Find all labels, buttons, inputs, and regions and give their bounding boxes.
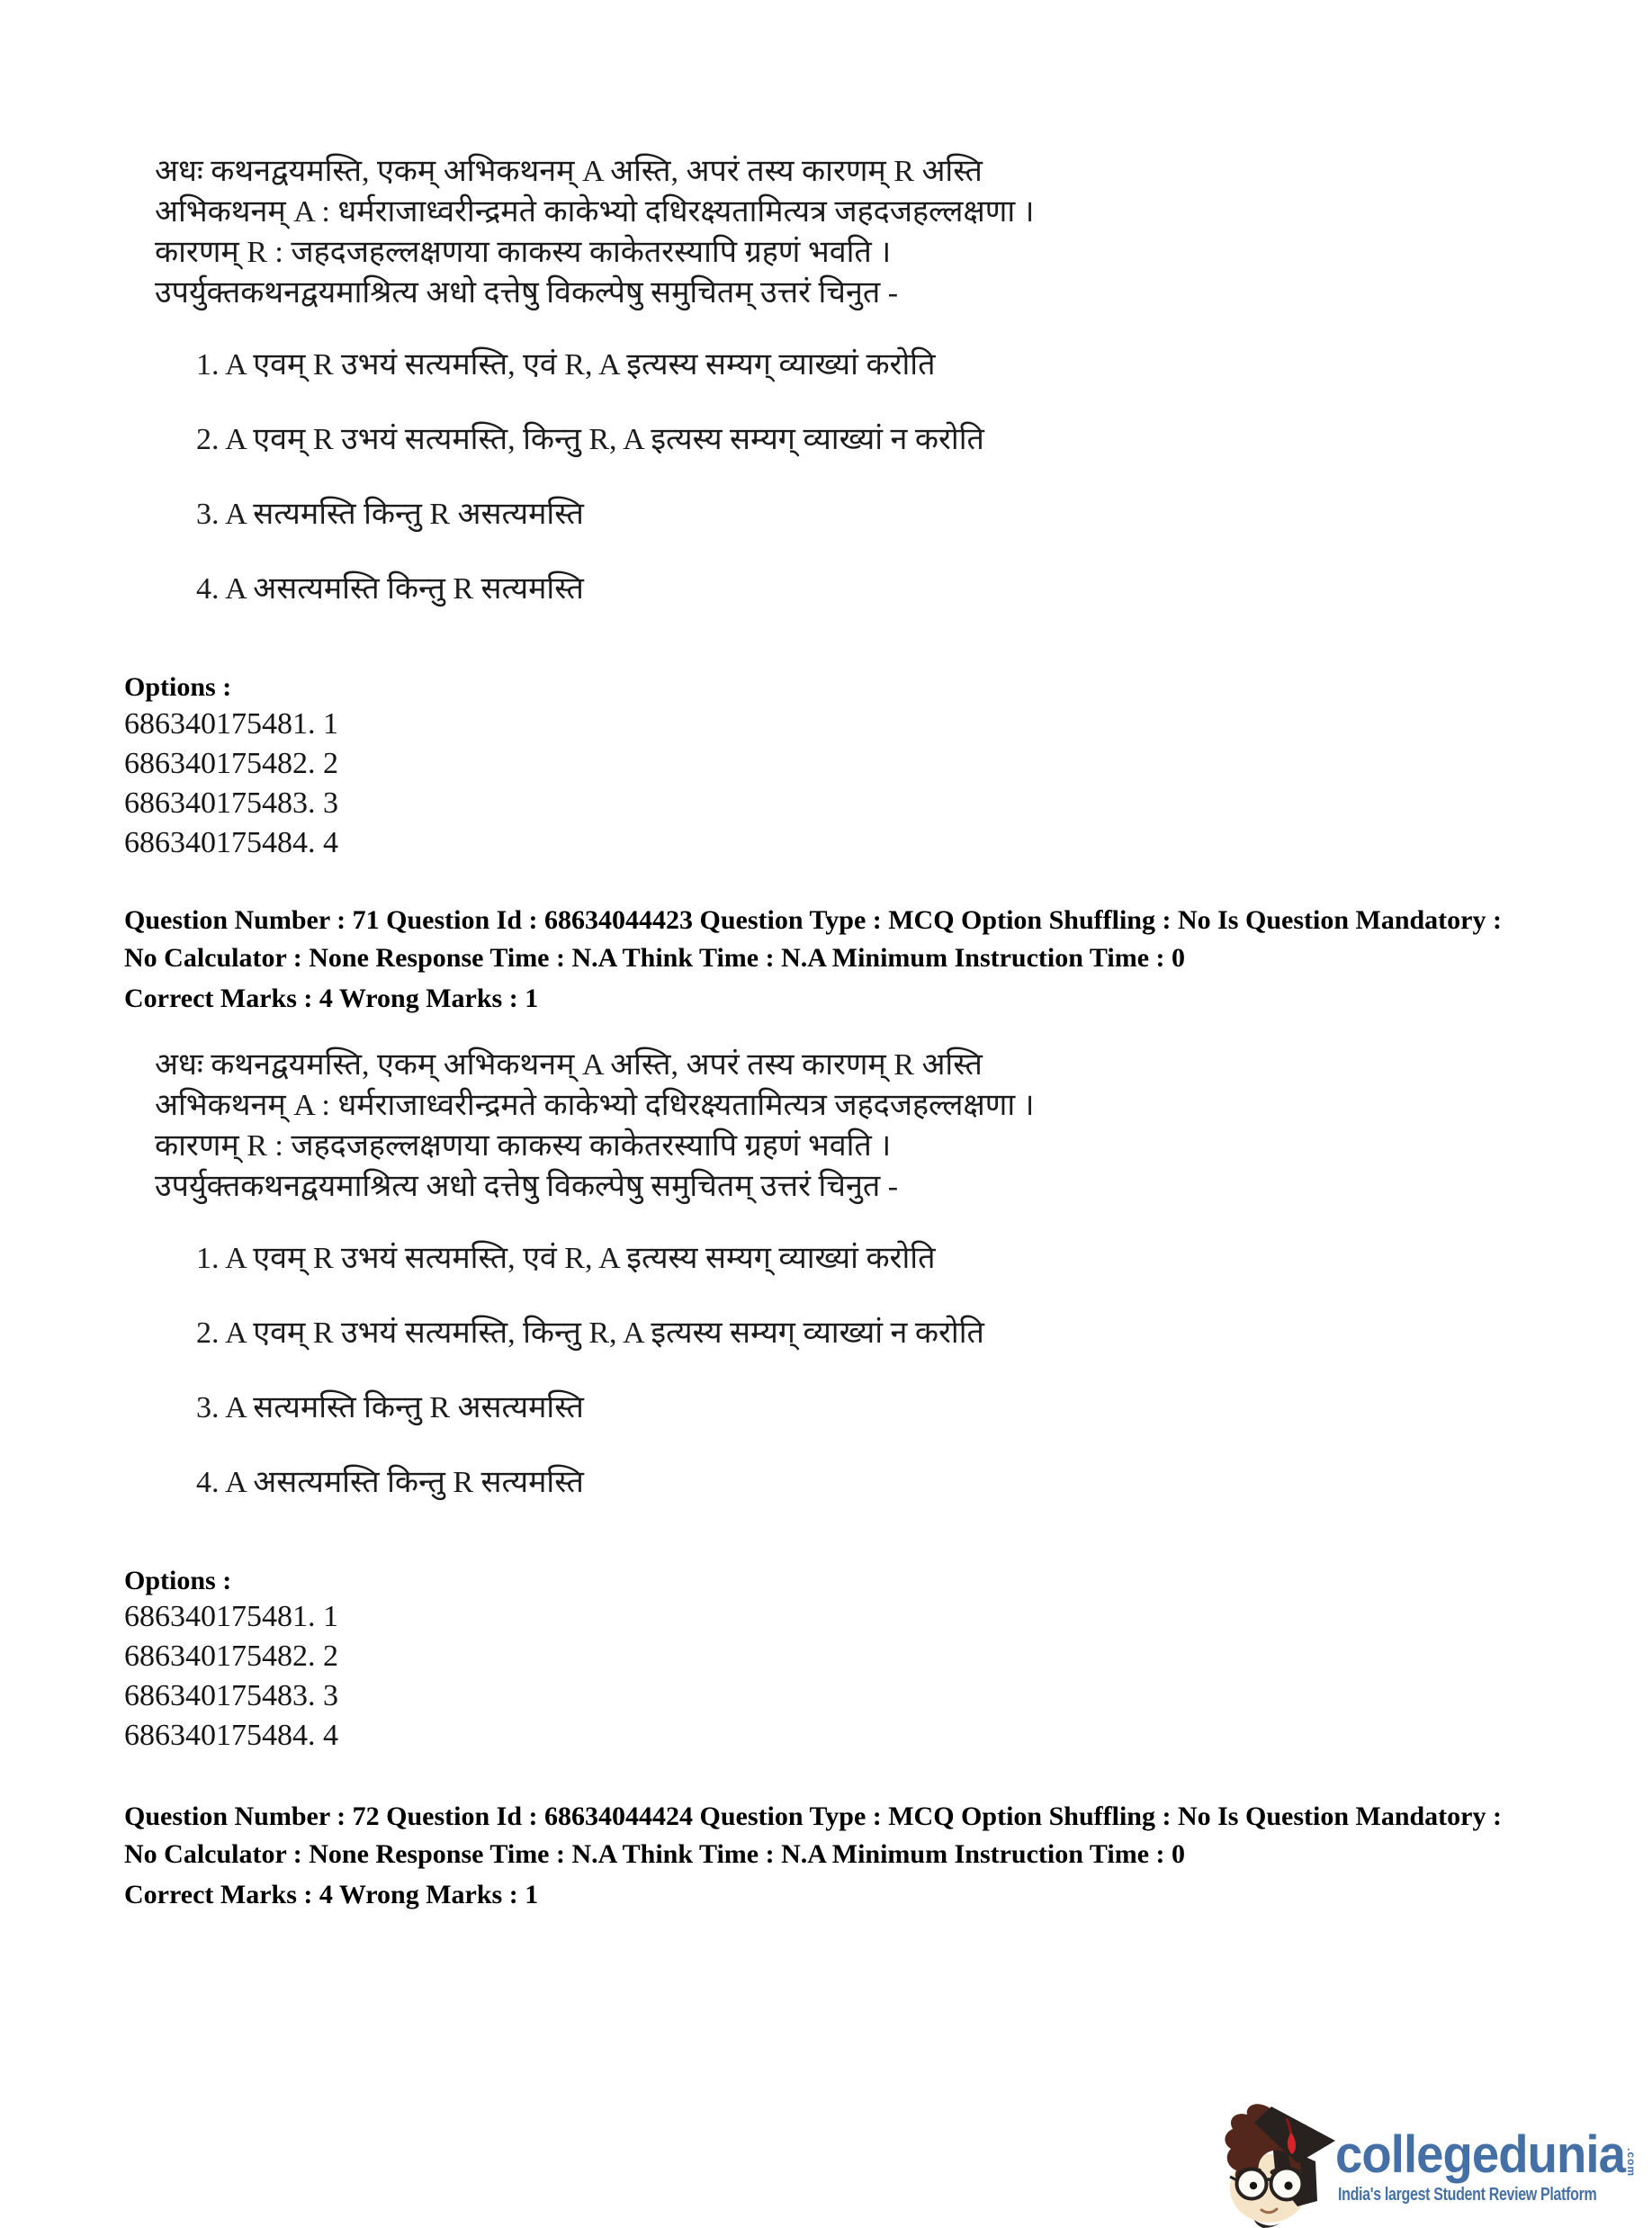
option-id-row: 686340175483. 3 [124,1679,338,1712]
passage-line: अधः कथनद्वयमस्ति, एकम् अभिकथनम् A अस्ति, अपरं तस्य कारणम् R अस्ति [155,155,983,188]
choice-4: 4. A असत्यमस्ति किन्तु R सत्यमस्ति [196,572,584,606]
passage-line: कारणम् R : जहदजहल्लक्षणया काकस्य काकेतरस्यापि ग्रहणं भवति । [155,1129,892,1163]
meta-marks-line: Correct Marks : 4 Wrong Marks : 1 [124,1880,539,1909]
choice-3: 3. A सत्यमस्ति किन्तु R असत्यमस्ति [196,1391,584,1424]
passage-line: कारणम् R : जहदजहल्लक्षणया काकस्य काकेतरस्यापि ग्रहणं भवति । [155,236,892,269]
answer-choices [196,349,984,648]
passage-line: अभिकथनम् A : धर्मराजाध्वरीन्द्रमते काकेभ्यो दधिरक्ष्यतामित्यत्र जहदजहल्लक्षणा । [155,195,1035,229]
meta-line-2: No Calculator : None Response Time : N.A Think Time : N.A Minimum Instruction Time : 0 [124,943,1185,973]
option-id-row: 686340175482. 2 [124,747,338,780]
collegedunia-wordmark: collegedunia [1335,2125,1625,2184]
option-id-row: 686340175481. 1 [124,1600,338,1633]
option-id-row: 686340175484. 4 [124,1719,338,1752]
question-passage [155,151,1035,313]
choice-2: 2. A एवम् R उभयं सत्यमस्ति, किन्तु R, A इत्यस्य सम्यग् व्याख्यां न करोति [196,423,984,456]
choice-1: 1. A एवम् R उभयं सत्यमस्ति, एवं R, A इत्यस्य सम्यग् व्याख्यां करोति [196,348,936,382]
options-heading: Options : [124,672,232,702]
meta-marks-line: Correct Marks : 4 Wrong Marks : 1 [124,984,539,1013]
choice-2: 2. A एवम् R उभयं सत्यमस्ति, किन्तु R, A इत्यस्य सम्यग् व्याख्यां न करोति [196,1316,984,1350]
choice-1: 1. A एवम् R उभयं सत्यमस्ति, एवं R, A इत्यस्य सम्यग् व्याख्यां करोति [196,1242,936,1275]
option-id-row: 686340175481. 1 [124,707,338,741]
option-id-row: 686340175484. 4 [124,826,338,859]
option-id-list [124,705,338,863]
options-heading: Options : [124,1566,232,1595]
logo-domain-suffix: .com [1625,2148,1638,2178]
passage-line: उपर्युक्तकथनद्वयमाश्रित्य अधो दत्तेषु विकल्पेषु समुचितम् उत्तरं चिनुत - [155,276,899,310]
option-id-row: 686340175483. 3 [124,786,338,820]
option-id-list [124,1597,338,1756]
choice-4: 4. A असत्यमस्ति किन्तु R सत्यमस्ति [196,1466,584,1499]
meta-line-1: Question Number : 72 Question Id : 68634044424 Question Type : MCQ Option Shuffling : No Is Question Mandatory : [124,1801,1502,1831]
meta-line-2: No Calculator : None Response Time : N.A Think Time : N.A Minimum Instruction Time : 0 [124,1839,1185,1869]
passage-line: उपर्युक्तकथनद्वयमाश्रित्य अधो दत्तेषु विकल्पेषु समुचितम् उत्तरं चिनुत - [155,1170,899,1203]
passage-line: अभिकथनम् A : धर्मराजाध्वरीन्द्रमते काकेभ्यो दधिरक्ष्यतामित्यत्र जहदजहल्लक्षणा । [155,1089,1035,1122]
answer-choices [196,1243,984,1541]
meta-line-1: Question Number : 71 Question Id : 68634044423 Question Type : MCQ Option Shuffling : No Is Question Mandatory : [124,905,1502,935]
logo-tagline: India's largest Student Review Platform [1338,2185,1597,2205]
passage-line: अधः कथनद्वयमस्ति, एकम् अभिकथनम् A अस्ति, अपरं तस्य कारणम् R अस्ति [155,1048,983,1082]
choice-3: 3. A सत्यमस्ति किन्तु R असत्यमस्ति [196,498,584,531]
option-id-row: 686340175482. 2 [124,1640,338,1673]
question-passage [155,1045,1035,1207]
